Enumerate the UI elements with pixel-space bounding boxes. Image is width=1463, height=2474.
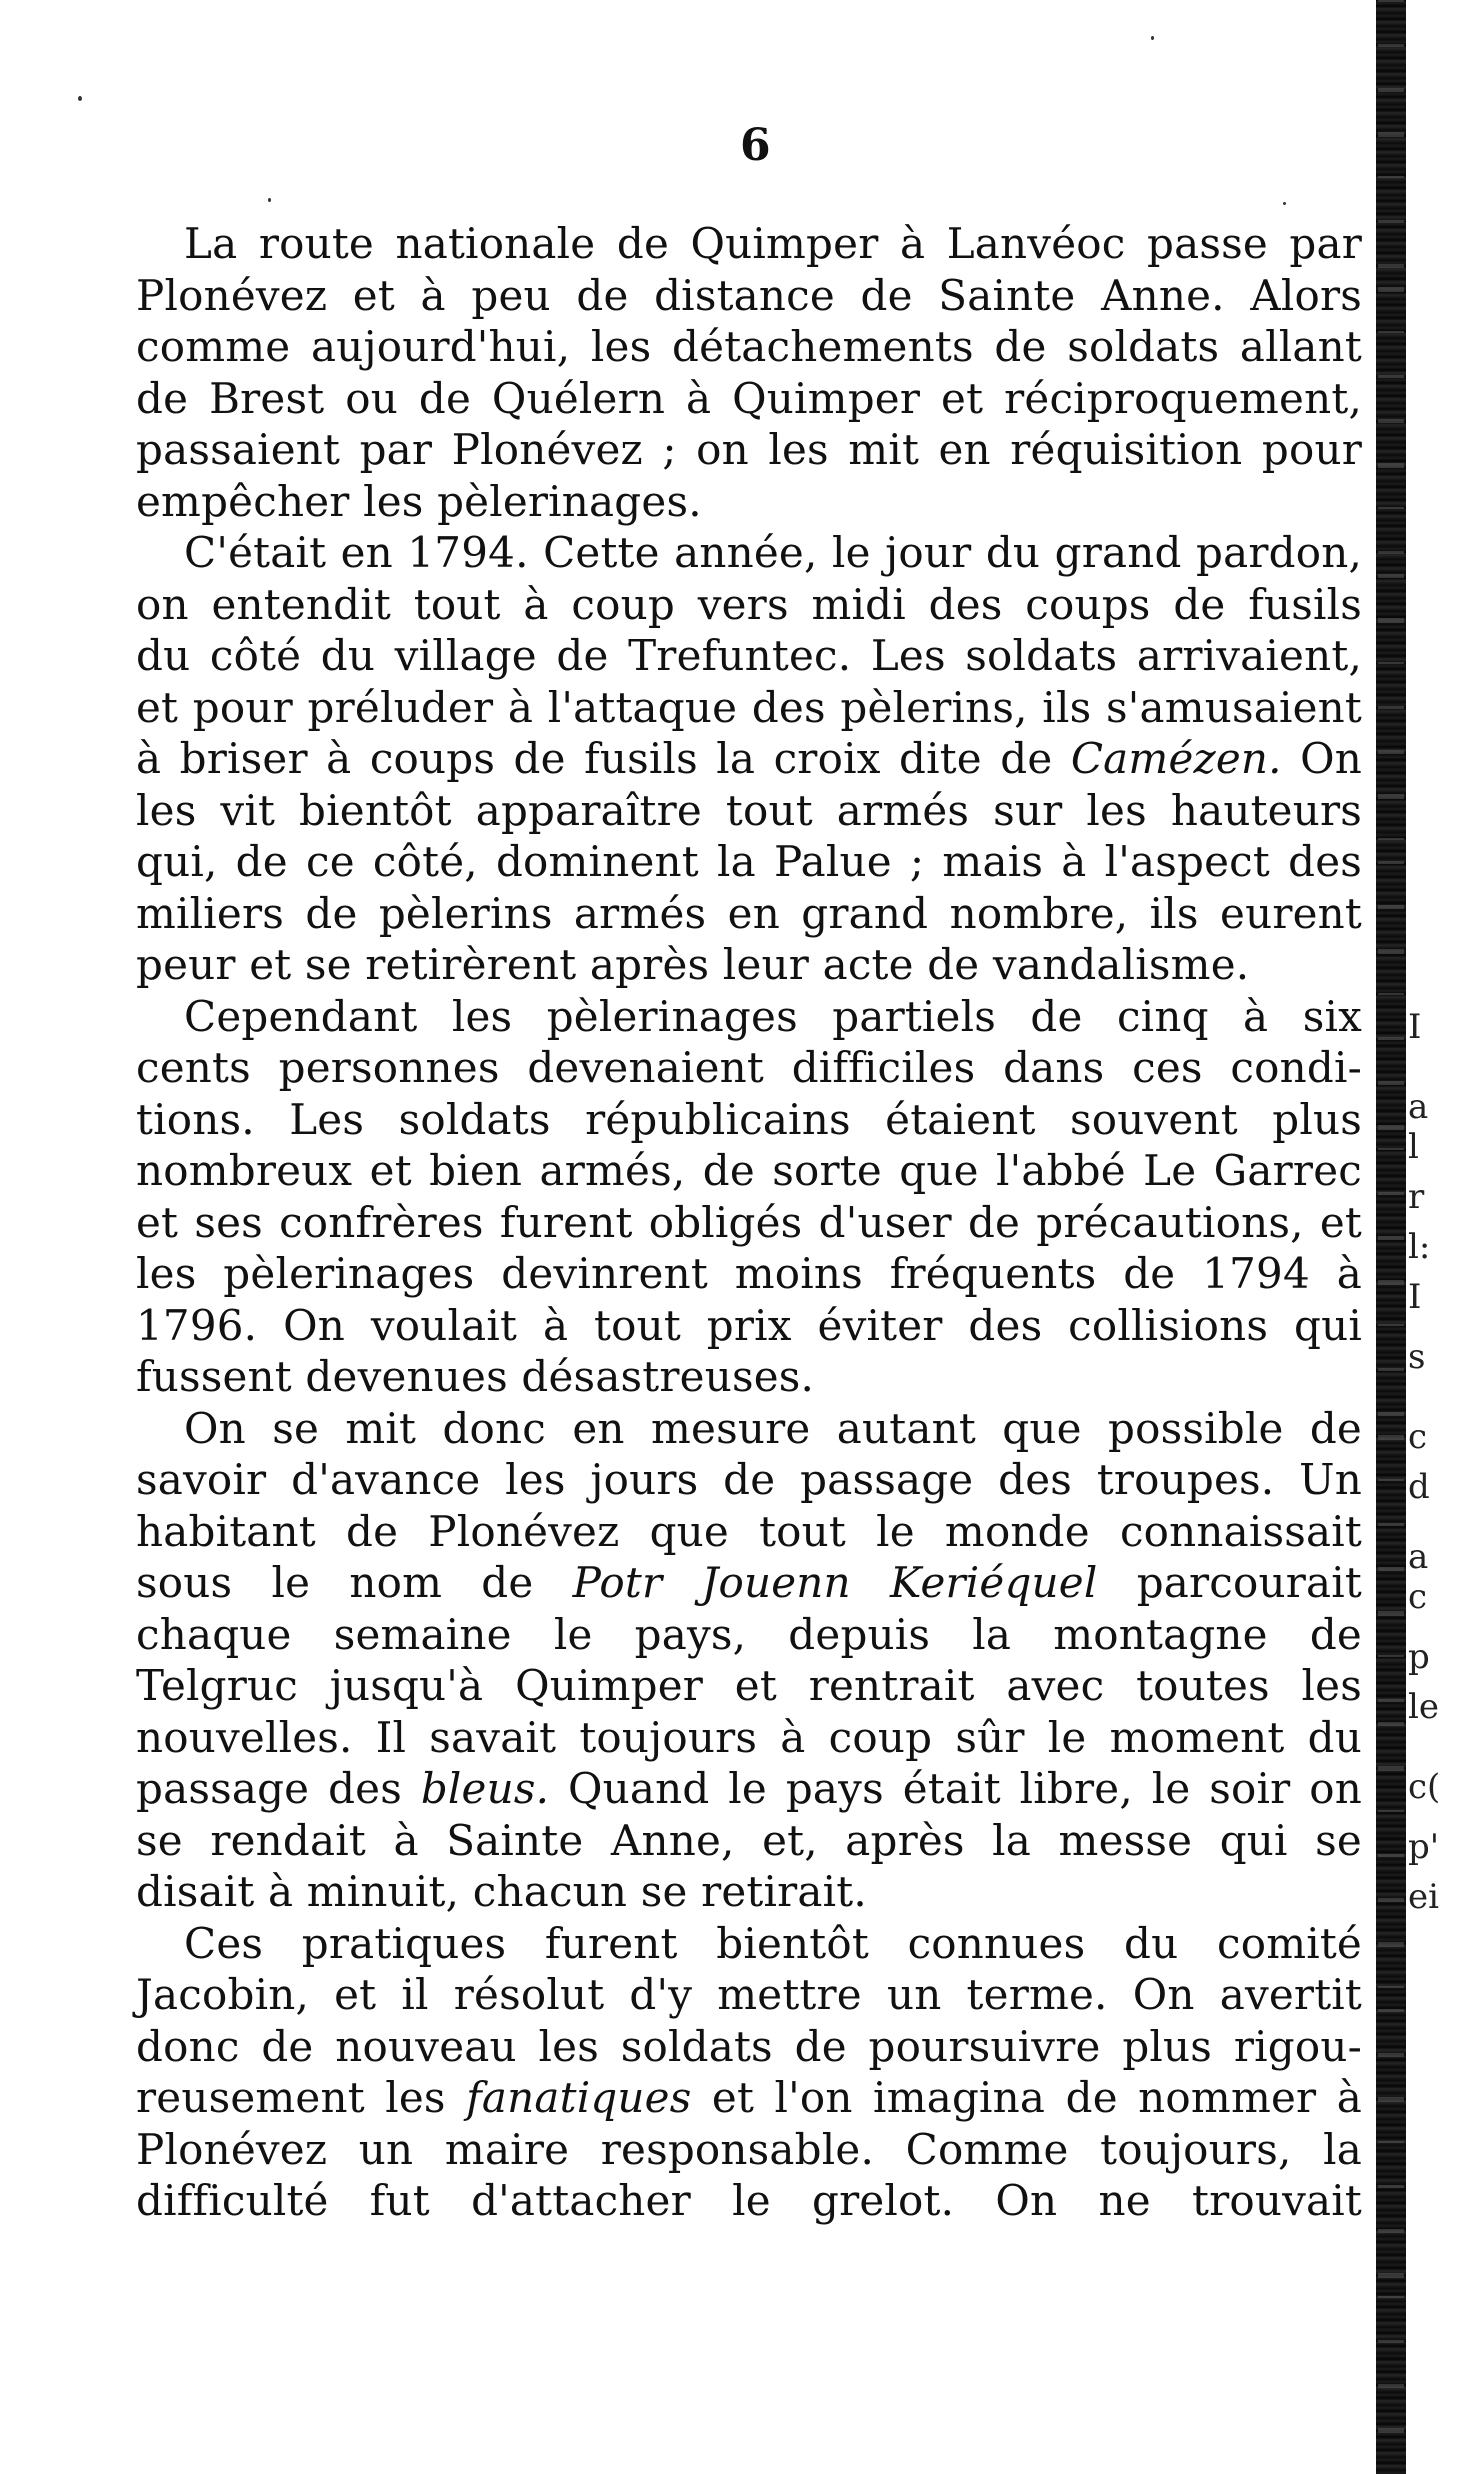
text-line: se rendait à Sainte Anne, et, après la messe qui se [136, 1815, 1362, 1865]
bleed-letter: c [1408, 1577, 1428, 1617]
edge-speck [1378, 794, 1404, 799]
text-line: habitant de Plonévez que tout le monde connaissait [136, 1506, 1362, 1556]
text-line: on entendit tout à coup vers midi des coups de fusils [136, 579, 1362, 629]
edge-speck [1378, 2009, 1404, 2012]
edge-speck [1378, 2229, 1404, 2233]
bleed-letter: l [1408, 1127, 1419, 1167]
bleed-letter: p [1408, 1637, 1430, 1677]
text-line: cents personnes devenaient difficiles dans ces condi- [136, 1043, 1362, 1092]
bleed-letter: I [1408, 1277, 1422, 1317]
edge-speck [1378, 1523, 1404, 1526]
text-line: et ses confrères furent obligés d'user de précautions, et [136, 1197, 1362, 1247]
edge-speck [1378, 1655, 1404, 1657]
edge-speck [1378, 662, 1404, 664]
text-line: Jacobin, et il résolut d'y mettre un terme. On avertit [136, 1970, 1362, 2019]
edge-speck [1378, 220, 1404, 223]
edge-speck [1378, 838, 1404, 840]
edge-speck [1378, 574, 1404, 578]
edge-speck [1378, 1722, 1404, 1726]
italic-term: Camézen. [1070, 734, 1282, 783]
edge-speck [1378, 1810, 1404, 1812]
ink-speck [78, 96, 82, 101]
bleed-letter: le [1408, 1687, 1439, 1727]
text-line: peur et se retirèrent après leur acte de vandalisme. [136, 940, 1250, 989]
text-line: passaient par Plonévez ; on les mit en réquisition pour [136, 425, 1362, 474]
body-text [136, 218, 1362, 2227]
text-line [136, 1557, 1362, 1609]
edge-speck [1378, 905, 1404, 909]
edge-speck [1378, 1125, 1404, 1130]
text-line: empêcher les pèlerinages. [136, 476, 702, 526]
italic-term: bleus. [420, 1764, 550, 1813]
text-line: du côté du village de Trefuntec. Les soldats arrivaient, [136, 631, 1362, 680]
text-segment: Quand le pays était libre, le soir on [549, 1764, 1362, 1813]
edge-speck [1378, 949, 1404, 954]
edge-speck [1378, 2273, 1404, 2278]
edge-speck [1378, 1942, 1404, 1947]
text-line: Ces pratiques furent bientôt connues du comité [184, 1918, 1362, 1968]
edge-speck [1378, 1148, 1404, 1150]
text-line: fussent devenues désastreuses. [136, 1352, 815, 1401]
bleed-letter: c( [1408, 1767, 1441, 1807]
text-line [136, 2072, 1362, 2124]
bleed-letter: l: [1408, 1227, 1431, 1267]
edge-speck [1378, 331, 1404, 333]
text-line: On se mit donc en mesure autant que possible de [184, 1403, 1362, 1453]
text-line: et pour préluder à l'attaque des pèlerins, ils s'amusaient [136, 682, 1362, 732]
edge-speck [1378, 750, 1404, 754]
edge-speck [1378, 2053, 1404, 2057]
text-line: miliers de pèlerins armés en grand nombre, ils eurent [136, 888, 1362, 938]
page-number: 6 [740, 120, 771, 171]
edge-speck [1378, 1236, 1404, 1240]
text-line: donc de nouveau les soldats de poursuivre plus rigou- [136, 2021, 1362, 2071]
edge-speck [1378, 176, 1404, 178]
bleed-letter: c [1408, 1417, 1428, 1457]
edge-speck [1378, 88, 1404, 92]
italic-term: fanatiques [466, 2073, 692, 2122]
edge-speck [1378, 2340, 1404, 2343]
bleed-letter: s [1408, 1337, 1426, 1377]
edge-speck [1378, 2141, 1404, 2143]
text-line: de Brest ou de Quélern à Quimper et réciproquement, [136, 373, 1362, 423]
edge-speck [1378, 44, 1404, 47]
text-line: 1796. On voulait à tout prix éviter des collisions qui [136, 1300, 1362, 1350]
edge-speck [1378, 1567, 1404, 1571]
bleed-letter: d [1408, 1467, 1430, 1507]
edge-speck [1378, 1435, 1404, 1440]
edge-speck [1378, 2384, 1404, 2388]
edge-speck [1378, 706, 1404, 709]
text-segment: passage des [136, 1764, 421, 1813]
edge-speck [1378, 861, 1404, 864]
ink-speck [1283, 202, 1286, 205]
text-line: C'était en 1794. Cette année, le jour du grand pardon, [184, 528, 1362, 577]
edge-speck [1378, 1280, 1404, 1285]
edge-speck [1378, 1037, 1404, 1040]
edge-speck [1378, 2428, 1404, 2433]
edge-speck [1378, 551, 1404, 554]
ink-speck [1151, 36, 1154, 40]
edge-speck [1378, 1192, 1404, 1195]
text-line: Cependant les pèlerinages partiels de cinq à six [184, 991, 1362, 1041]
text-segment: à briser à coups de fusils la croix dite de [136, 734, 1071, 783]
italic-term: Potr Jouenn Keriéquel [572, 1558, 1098, 1607]
bleed-letter: ei [1408, 1877, 1439, 1917]
text-segment: parcourait [1097, 1558, 1362, 1607]
text-line [136, 1763, 1362, 1815]
edge-speck [1378, 132, 1404, 137]
edge-speck [1378, 2185, 1404, 2188]
text-line: nouvelles. Il savait toujours à coup sûr le moment du [136, 1712, 1362, 1762]
text-line: qui, de ce côté, dominent la Palue ; mais à l'aspect des [136, 837, 1362, 886]
edge-speck [1378, 1898, 1404, 1902]
edge-speck [1378, 287, 1404, 292]
bleed-letter: a [1408, 1087, 1429, 1127]
ink-speck [268, 198, 271, 202]
text-segment: On [1281, 734, 1362, 783]
text-line: les pèlerinages devinrent moins fréquents de 1794 à [136, 1249, 1362, 1298]
edge-speck [1378, 1081, 1404, 1085]
text-line: chaque semaine le pays, depuis la montagne de [136, 1609, 1362, 1659]
text-line: tions. Les soldats républicains étaient souvent plus [136, 1094, 1362, 1144]
edge-speck [1378, 1986, 1404, 1988]
text-segment: reusement les [136, 2073, 467, 2122]
edge-speck [1378, 375, 1404, 378]
text-line: La route nationale de Quimper à Lanvéoc passe par [184, 219, 1362, 268]
edge-speck [1378, 993, 1404, 995]
edge-speck [1378, 1368, 1404, 1371]
edge-speck [1378, 463, 1404, 468]
edge-speck [1378, 1324, 1404, 1326]
bleed-letter: r [1408, 1177, 1425, 1217]
text-segment: sous le nom de [136, 1558, 573, 1607]
text-line: Telgruc jusqu'à Quimper et rentrait avec toutes les [136, 1661, 1362, 1710]
text-line: difficulté fut d'attacher le grelot. On ne trouvait [136, 2176, 1362, 2225]
bleed-letter: p' [1408, 1827, 1440, 1867]
edge-speck [1378, 1699, 1404, 1702]
edge-speck [1378, 264, 1404, 268]
edge-speck [1378, 1479, 1404, 1481]
edge-speck [1378, 1412, 1404, 1416]
text-line: nombreux et bien armés, de sorte que l'abbé Le Garrec [136, 1146, 1362, 1195]
edge-speck [1378, 1611, 1404, 1616]
text-line: savoir d'avance les jours de passage des troupes. Un [136, 1455, 1362, 1504]
bleed-letter: a [1408, 1537, 1429, 1577]
edge-speck [1378, 2296, 1404, 2298]
text-line: Plonévez et à peu de distance de Sainte Anne. Alors [136, 270, 1362, 320]
edge-speck [1378, 618, 1404, 623]
edge-speck [1378, 2097, 1404, 2102]
bleed-letter: I [1408, 1007, 1422, 1047]
edge-speck [1378, 507, 1404, 509]
text-line: disait à minuit, chacun se retirait. [136, 1867, 867, 1916]
edge-speck [1378, 419, 1404, 423]
text-line: les vit bientôt apparaître tout armés sur les hauteurs [136, 785, 1362, 835]
text-line: Plonévez un maire responsable. Comme toujours, la [136, 2124, 1362, 2174]
text-segment: et l'on imagina de nommer à [691, 2073, 1362, 2122]
text-line [136, 733, 1362, 785]
edge-speck [1378, 0, 1404, 2]
edge-speck [1378, 1766, 1404, 1771]
text-line: comme aujourd'hui, les détachements de soldats allant [136, 322, 1362, 371]
edge-speck [1378, 1854, 1404, 1857]
